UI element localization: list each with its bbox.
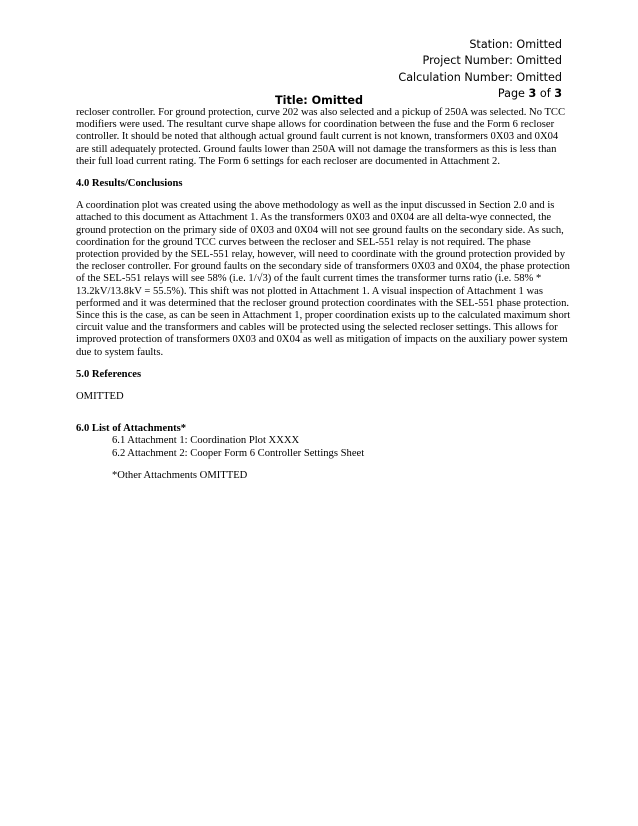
- paragraph-line: Since this is the case, as can be seen in Attachment 1, proper coordination exists up to the calculated maximum short: [76, 310, 571, 322]
- results-paragraph: [76, 200, 571, 359]
- page-total: 3: [554, 86, 562, 100]
- paragraph-line: protection provided by the SEL-551 relay, however, will need to coordinate with the ground protection provided by: [76, 249, 566, 261]
- page-header: [398, 37, 562, 102]
- paragraph-line: improved protection of transformers 0X03 and 0X04 as well as mitigation of impacts on the auxiliary power system: [76, 334, 568, 346]
- page-current: 3: [528, 86, 537, 100]
- paragraph-line: are still adequately protected. Ground faults lower than 250A will not damage the transformers as this is less than: [76, 143, 557, 155]
- paragraph-line: recloser controller. For ground protection, curve 202 was also selected and a pickup of 250A was selected. No TCC: [76, 107, 566, 118]
- document-title: Title: Omitted: [275, 94, 363, 107]
- station-line: Station: Omitted: [469, 38, 562, 51]
- attachments-note: *Other Attachments OMITTED: [112, 469, 248, 481]
- attachments-heading: 6.0 List of Attachments*: [76, 423, 187, 435]
- paragraph-line: performed and it was determined that the recloser ground protection coordinates with the SEL-551 phase protection.: [76, 297, 570, 309]
- page-prefix: Page: [497, 86, 529, 100]
- attachment-item: 6.2 Attachment 2: Cooper Form 6 Controller Settings Sheet: [112, 447, 365, 459]
- attachment-item: 6.1 Attachment 1: Coordination Plot XXXX: [112, 435, 300, 447]
- paragraph-line: ground protection on the primary side of 0X03 and 0X04 will not see ground faults on the secondary side. As such,: [76, 224, 564, 236]
- paragraph-line: due to system faults.: [76, 346, 164, 358]
- paragraph-line: attached to this document as Attachment 1. As the transformers 0X03 and 0X04 are all delta-wye connected, the: [76, 212, 552, 224]
- paragraph-line: controller. It should be noted that although actual ground fault current is not known, transformers 0X03 and 0X04: [76, 131, 559, 143]
- paragraph-line: A coordination plot was created using the above methodology as well as the input discussed in Section 2.0 and is: [76, 200, 555, 212]
- references-heading: 5.0 References: [76, 368, 142, 380]
- paragraph-line: 13.2kV/13.8kV = 55.5%). This shift was not plotted in Attachment 1. A visual inspection of Attachment 1 was: [76, 285, 543, 297]
- project-number-line: Project Number: Omitted: [422, 54, 562, 68]
- paragraph-line: of the SEL-551 relays will see 58% (i.e. 1/√3) of the fault current times the transformer turns ratio (i.e. 58% *: [76, 273, 542, 285]
- page-of: of: [536, 86, 555, 100]
- document-body: [76, 107, 571, 482]
- calculation-number-line: Calculation Number: Omitted: [398, 70, 562, 84]
- intro-paragraph: [76, 107, 566, 168]
- paragraph-line: the recloser controller. For ground faults on the secondary side of transformers 0X03 and 0X04, the phase protection: [76, 261, 570, 273]
- paragraph-line: circuit value and the transformers and cables will be protected using the selected recloser settings. This allows for: [76, 322, 558, 334]
- paragraph-line: coordination for the ground TCC curves between the recloser and SEL-551 relay is not required. The phase: [76, 236, 531, 248]
- paragraph-line: their full load current rating. The Form 6 settings for each recloser are documented in Attachment 2.: [76, 155, 501, 167]
- results-heading: 4.0 Results/Conclusions: [76, 178, 183, 190]
- references-text: OMITTED: [76, 391, 124, 403]
- paragraph-line: modifiers were used. The resultant curve shape allows for coordination between the fuse and the Form 6 recloser: [76, 119, 555, 131]
